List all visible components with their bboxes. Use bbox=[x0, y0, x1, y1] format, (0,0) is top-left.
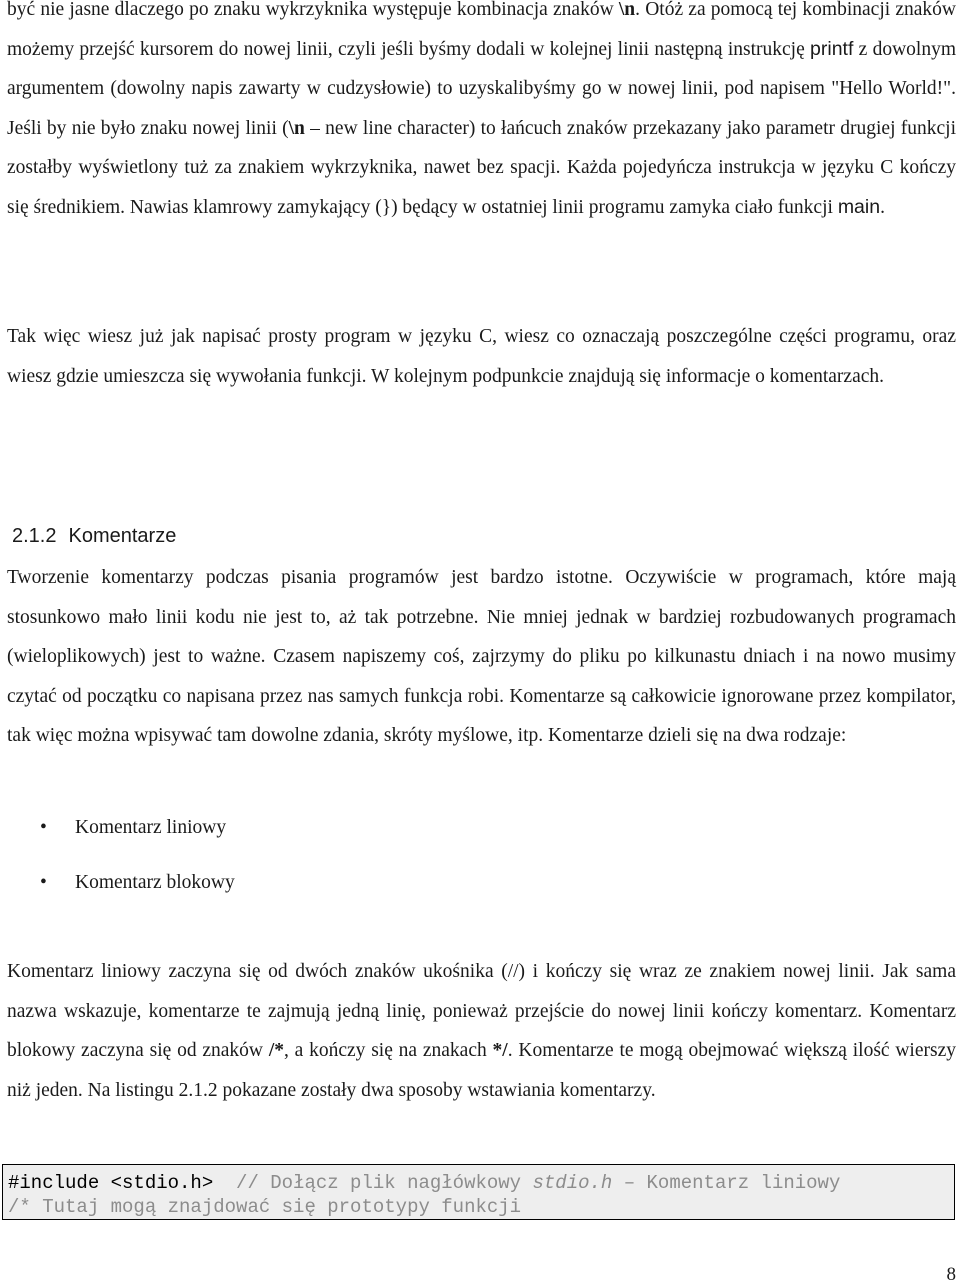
list-item-label: Komentarz blokowy bbox=[75, 872, 235, 893]
bullet-icon: • bbox=[40, 872, 47, 893]
text-run: . bbox=[880, 196, 885, 218]
inline-code-newline: \n bbox=[288, 117, 305, 139]
comment-types-list bbox=[7, 808, 956, 918]
list-item bbox=[7, 863, 956, 918]
code-line bbox=[8, 1195, 949, 1219]
paragraph-comments-intro: Tworzenie komentarzy podczas pisania programów jest bardzo istotne. Oczywiście w programach, które mają stosunkowo mało linii kodu nie jest to, aż tak potrzebne. Nie mniej jednak w bardziej rozbudowanych programach (wieloplikowych) jest to ważne. Czasem napiszemy coś, zajrzymy do pliku po kilkunastu dniach i na nowo musimy czytać od początku co napisana przez nas samych funkcja robi. Komentarze są całkowicie ignorowane przez kompilator, tak więc można wpisywać tam dowolne zdania, skróty myślowe, itp. Komentarze dzieli się na dwa rodzaje: bbox=[7, 567, 956, 746]
code-comment bbox=[213, 1172, 840, 1194]
code-comment: /* Tutaj mogą znajdować się prototypy funkcji bbox=[8, 1196, 522, 1218]
text-run: z dowolnym argumentem (dowolny napis zawarty w cudzysłowie) to uzyskalibyśmy go w nowej linii, pod napisem "Hello World!". Jeśli by nie było znaku nowej linii ( bbox=[7, 38, 956, 139]
code-line bbox=[8, 1171, 949, 1195]
code-comment-text: // Dołącz plik nagłówkowy bbox=[213, 1172, 533, 1194]
paragraph-summary: Tak więc wiesz już jak napisać prosty program w języku C, wiesz co oznaczają poszczególne części programu, oraz wiesz gdzie umieszcza się wywołania funkcji. W kolejnym podpunkcie znajdują się informacje o komentarzach. bbox=[7, 326, 956, 387]
text-run: . Otóż za pomocą tej kombinacji znaków możemy przejść kursorem do nowej linii, czyli jeśli byśmy dodali w kolejnej linii następną instrukcję bbox=[7, 0, 956, 60]
section-title: Komentarze bbox=[68, 525, 177, 547]
inline-code-main: main bbox=[837, 195, 881, 218]
section-number: 2.1.2 bbox=[12, 525, 57, 547]
inline-code-block-close: */ bbox=[492, 1040, 508, 1061]
code-comment-text: – Komentarz liniowy bbox=[612, 1172, 841, 1194]
paragraph-comment-syntax bbox=[7, 952, 956, 1110]
paragraph-newline-explanation bbox=[7, 0, 956, 227]
inline-code-block-open: /* bbox=[268, 1040, 284, 1061]
list-item-label: Komentarz liniowy bbox=[75, 817, 227, 838]
bullet-icon: • bbox=[40, 817, 47, 838]
text-run: – new line character) to łańcuch znaków przekazany jako parametr drugiej funkcji zostałby wyświetlony tuż za znakiem wykrzyknika, nawet bez spacji. Każda pojedyńcza instrukcja w języku C kończy się średnikiem. Nawias klamrowy zamykający (}) będący w ostatniej linii programu zamyka ciało funkcji bbox=[7, 117, 956, 218]
code-comment-filename: stdio.h bbox=[532, 1172, 613, 1194]
list-item bbox=[7, 808, 956, 863]
text-run: Komentarz liniowy zaczyna się od dwóch znaków ukośnika (//) i kończy się wraz ze znakiem nowej linii. Jak sama nazwa wskazuje, komentarze te zajmują jedną linię, ponieważ przejście do nowej linii kończy komentarz. Komentarz blokowy zaczyna się od znaków bbox=[7, 961, 956, 1061]
page-number: 8 bbox=[946, 1264, 956, 1285]
inline-code-newline: \n bbox=[618, 0, 636, 20]
text-run: , a kończy się na znakach bbox=[283, 1040, 493, 1061]
inline-code-printf: printf bbox=[810, 37, 854, 60]
code-listing bbox=[2, 1164, 955, 1220]
section-heading bbox=[12, 525, 176, 548]
text-run: . Komentarze te mogą obejmować większą ilość wierszy niż jeden. Na listingu 2.1.2 pokazane zostały dwa sposoby wstawiania komentarzy. bbox=[7, 1040, 956, 1101]
text-run: być nie jasne dlaczego po znaku wykrzyknika występuje kombinacja znaków bbox=[7, 0, 619, 20]
code-text: #include <stdio.h> bbox=[8, 1172, 214, 1194]
